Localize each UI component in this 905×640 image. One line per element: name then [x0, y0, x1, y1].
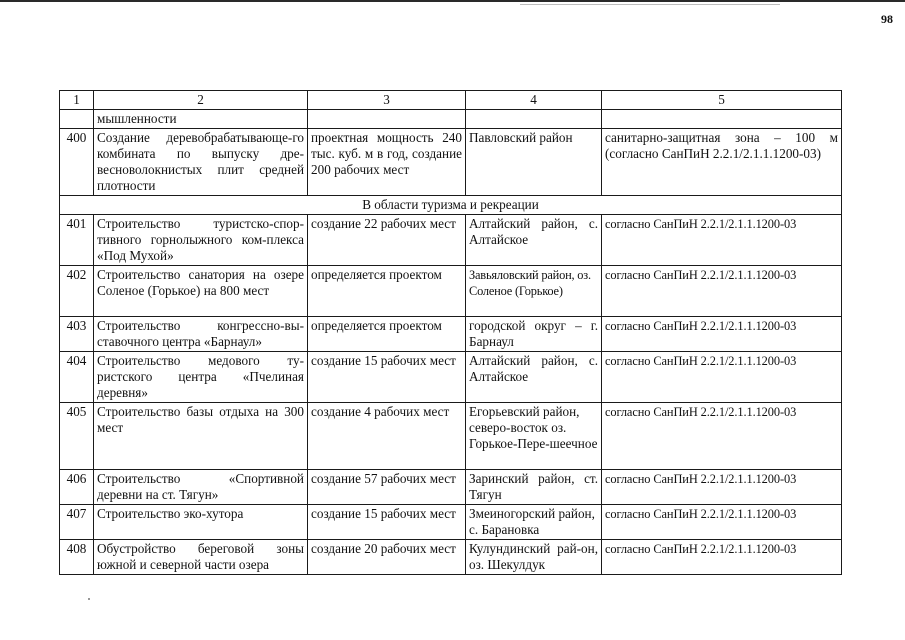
object-name: Строительство медового ту-ристского центра «Пчелиная деревня»	[94, 352, 308, 403]
objects-table	[59, 90, 842, 575]
object-name: Строительство конгрессно-вы-ставочного центра «Барнаул»	[94, 317, 308, 352]
row-number: 406	[60, 470, 94, 505]
object-location: Заринский район, ст. Тягун	[466, 470, 602, 505]
header-col-5: 5	[602, 91, 842, 110]
table-header-row	[60, 91, 842, 110]
header-col-4: 4	[466, 91, 602, 110]
protection-zone: согласно СанПиН 2.2.1/2.1.1.1200-03	[602, 215, 842, 266]
object-name: Строительство санатория на озере Соленое (Горькое) на 800 мест	[94, 266, 308, 317]
object-parameters: проектная мощность 240 тыс. куб. м в год, создание 200 рабочих мест	[308, 129, 466, 196]
scan-artifact-line	[520, 4, 780, 5]
section-title: В области туризма и рекреации	[60, 196, 842, 215]
object-parameters: определяется проектом	[308, 266, 466, 317]
table-row	[60, 352, 842, 403]
protection-zone: согласно СанПиН 2.2.1/2.1.1.1200-03	[602, 540, 842, 575]
object-parameters: создание 4 рабочих мест	[308, 403, 466, 470]
protection-zone: согласно СанПиН 2.2.1/2.1.1.1200-03	[602, 403, 842, 470]
row-number: 403	[60, 317, 94, 352]
table-row	[60, 215, 842, 266]
object-parameters: создание 15 рабочих мест	[308, 505, 466, 540]
row-number: 400	[60, 129, 94, 196]
table-row	[60, 470, 842, 505]
object-name: Обустройство береговой зоны южной и северной части озера	[94, 540, 308, 575]
scan-top-border	[0, 0, 905, 2]
scan-speck	[88, 598, 90, 600]
header-col-2: 2	[94, 91, 308, 110]
object-name: Строительство «Спортивной деревни на ст. Тягун»	[94, 470, 308, 505]
row-number: 404	[60, 352, 94, 403]
object-parameters: создание 22 рабочих мест	[308, 215, 466, 266]
protection-zone: согласно СанПиН 2.2.1/2.1.1.1200-03	[602, 352, 842, 403]
object-name: Создание деревобрабатывающе-го комбината по выпуску дре-весноволокнистых плит средней плотности	[94, 129, 308, 196]
table-row	[60, 505, 842, 540]
object-parameters: определяется проектом	[308, 317, 466, 352]
continuation-row	[60, 110, 842, 129]
table-row	[60, 266, 842, 317]
object-name: Строительство базы отдыха на 300 мест	[94, 403, 308, 470]
section-row	[60, 196, 842, 215]
protection-zone: согласно СанПиН 2.2.1/2.1.1.1200-03	[602, 505, 842, 540]
object-location: Завьяловский район, оз. Соленое (Горькое)	[466, 266, 602, 317]
protection-zone: согласно СанПиН 2.2.1/2.1.1.1200-03	[602, 470, 842, 505]
object-location: Алтайский район, с. Алтайское	[466, 215, 602, 266]
object-name: Строительство туристско-спор-тивного горнолыжного ком-плекса «Под Мухой»	[94, 215, 308, 266]
page-number: 98	[881, 12, 893, 26]
object-parameters: создание 20 рабочих мест	[308, 540, 466, 575]
table-row	[60, 403, 842, 470]
protection-zone: санитарно-защитная зона – 100 м (согласно СанПиН 2.2.1/2.1.1.1200-03)	[602, 129, 842, 196]
continuation-text: мышленности	[94, 110, 308, 129]
object-location: Алтайский район, с. Алтайское	[466, 352, 602, 403]
table-row	[60, 317, 842, 352]
object-location: городской округ – г. Барнаул	[466, 317, 602, 352]
protection-zone: согласно СанПиН 2.2.1/2.1.1.1200-03	[602, 266, 842, 317]
object-location: Егорьевский район, северо-восток оз. Горькое-Пере-шеечное	[466, 403, 602, 470]
table-row	[60, 129, 842, 196]
object-parameters: создание 57 рабочих мест	[308, 470, 466, 505]
row-number: 405	[60, 403, 94, 470]
object-name: Строительство эко-хутора	[94, 505, 308, 540]
object-location: Змеиногорский район, с. Барановка	[466, 505, 602, 540]
object-location: Павловский район	[466, 129, 602, 196]
object-location: Кулундинский рай-он, оз. Шекулдук	[466, 540, 602, 575]
header-col-3: 3	[308, 91, 466, 110]
header-col-1: 1	[60, 91, 94, 110]
row-number: 407	[60, 505, 94, 540]
object-parameters: создание 15 рабочих мест	[308, 352, 466, 403]
table-row	[60, 540, 842, 575]
row-number: 408	[60, 540, 94, 575]
row-number: 402	[60, 266, 94, 317]
row-number: 401	[60, 215, 94, 266]
protection-zone: согласно СанПиН 2.2.1/2.1.1.1200-03	[602, 317, 842, 352]
